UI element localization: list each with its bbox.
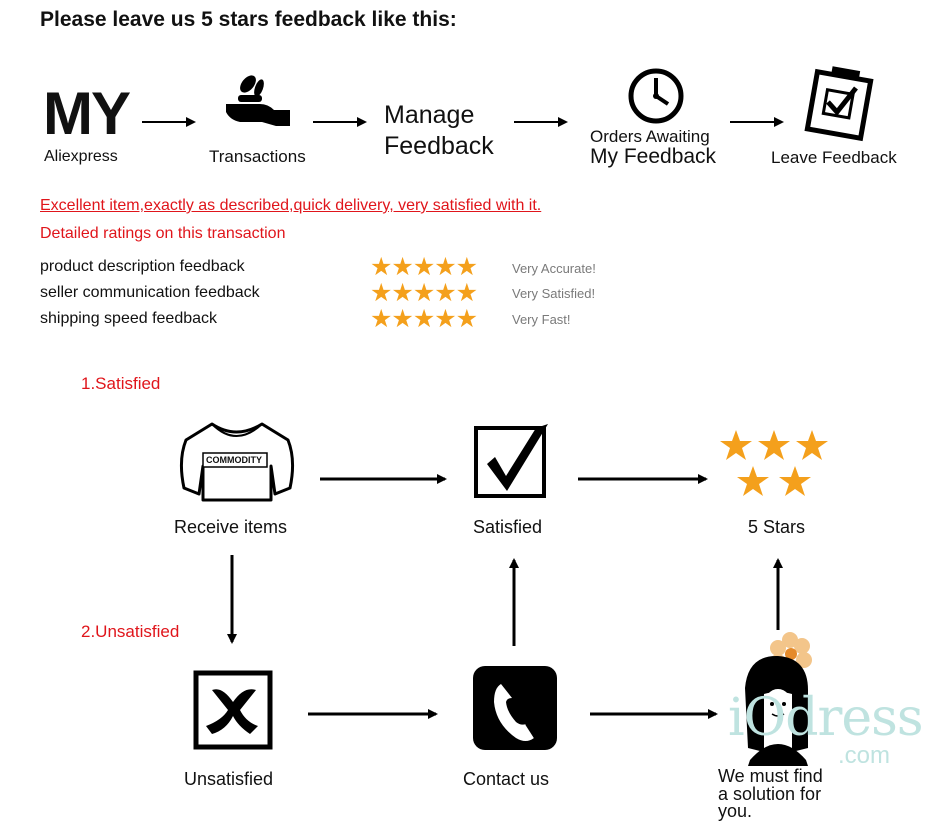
rating-stars-product: ★★★★★: [370, 253, 478, 281]
solution-line-3: you.: [718, 801, 753, 822]
watermark-suffix: .com: [838, 742, 891, 769]
solution-line-2: a solution for: [718, 783, 822, 804]
solution-line-1: We must find: [718, 766, 823, 786]
manage-line: Manage: [384, 101, 475, 129]
rating-label-shipping: shipping speed feedback: [40, 310, 218, 327]
orders-awaiting-label: Orders Awaiting: [590, 127, 710, 146]
receive-items-label: Receive items: [174, 517, 288, 537]
clock-icon: [631, 71, 681, 121]
rating-desc-communication: Very Satisfied!: [512, 286, 596, 301]
commodity-tag: COMMODITY: [206, 455, 262, 465]
my-logo-text: MY: [43, 80, 129, 147]
five-stars-label: 5 Stars: [748, 517, 806, 537]
page-title: Please leave us 5 stars feedback like this:: [40, 8, 457, 31]
rating-stars-shipping: ★★★★★: [370, 305, 478, 333]
rating-stars-communication: ★★★★★: [370, 279, 478, 307]
solution-label: [718, 768, 823, 821]
section-unsatisfied: 2.Unsatisfied: [81, 622, 180, 641]
rating-desc-product: Very Accurate!: [512, 261, 596, 276]
aliexpress-label: Aliexpress: [44, 148, 118, 165]
feedback-line: Feedback: [384, 132, 494, 161]
five-stars-icon: [720, 430, 828, 496]
hand-coins-icon: [226, 72, 290, 126]
check-box-icon: [476, 424, 548, 496]
feedback-text: Excellent item,exactly as described,quick delivery, very satisfied with it.: [40, 197, 542, 214]
section-satisfied: 1.Satisfied: [81, 374, 161, 393]
clipboard-check-icon: [807, 66, 870, 138]
watermark-brand: iOdress: [728, 688, 923, 748]
unsatisfied-label: Unsatisfied: [184, 769, 274, 789]
rating-label-communication: seller communication feedback: [40, 284, 260, 301]
contact-us-label: Contact us: [463, 769, 550, 789]
my-feedback-label: My Feedback: [590, 145, 717, 168]
x-box-icon: [196, 673, 270, 747]
manage-feedback-label: [384, 100, 494, 163]
transactions-label: Transactions: [209, 147, 306, 166]
satisfied-label: Satisfied: [473, 517, 543, 537]
phone-icon: [473, 666, 557, 750]
rating-desc-shipping: Very Fast!: [512, 312, 571, 327]
leave-feedback-label: Leave Feedback: [771, 148, 897, 167]
detailed-ratings-title: Detailed ratings on this transaction: [40, 225, 286, 242]
rating-label-product: product description feedback: [40, 258, 245, 275]
